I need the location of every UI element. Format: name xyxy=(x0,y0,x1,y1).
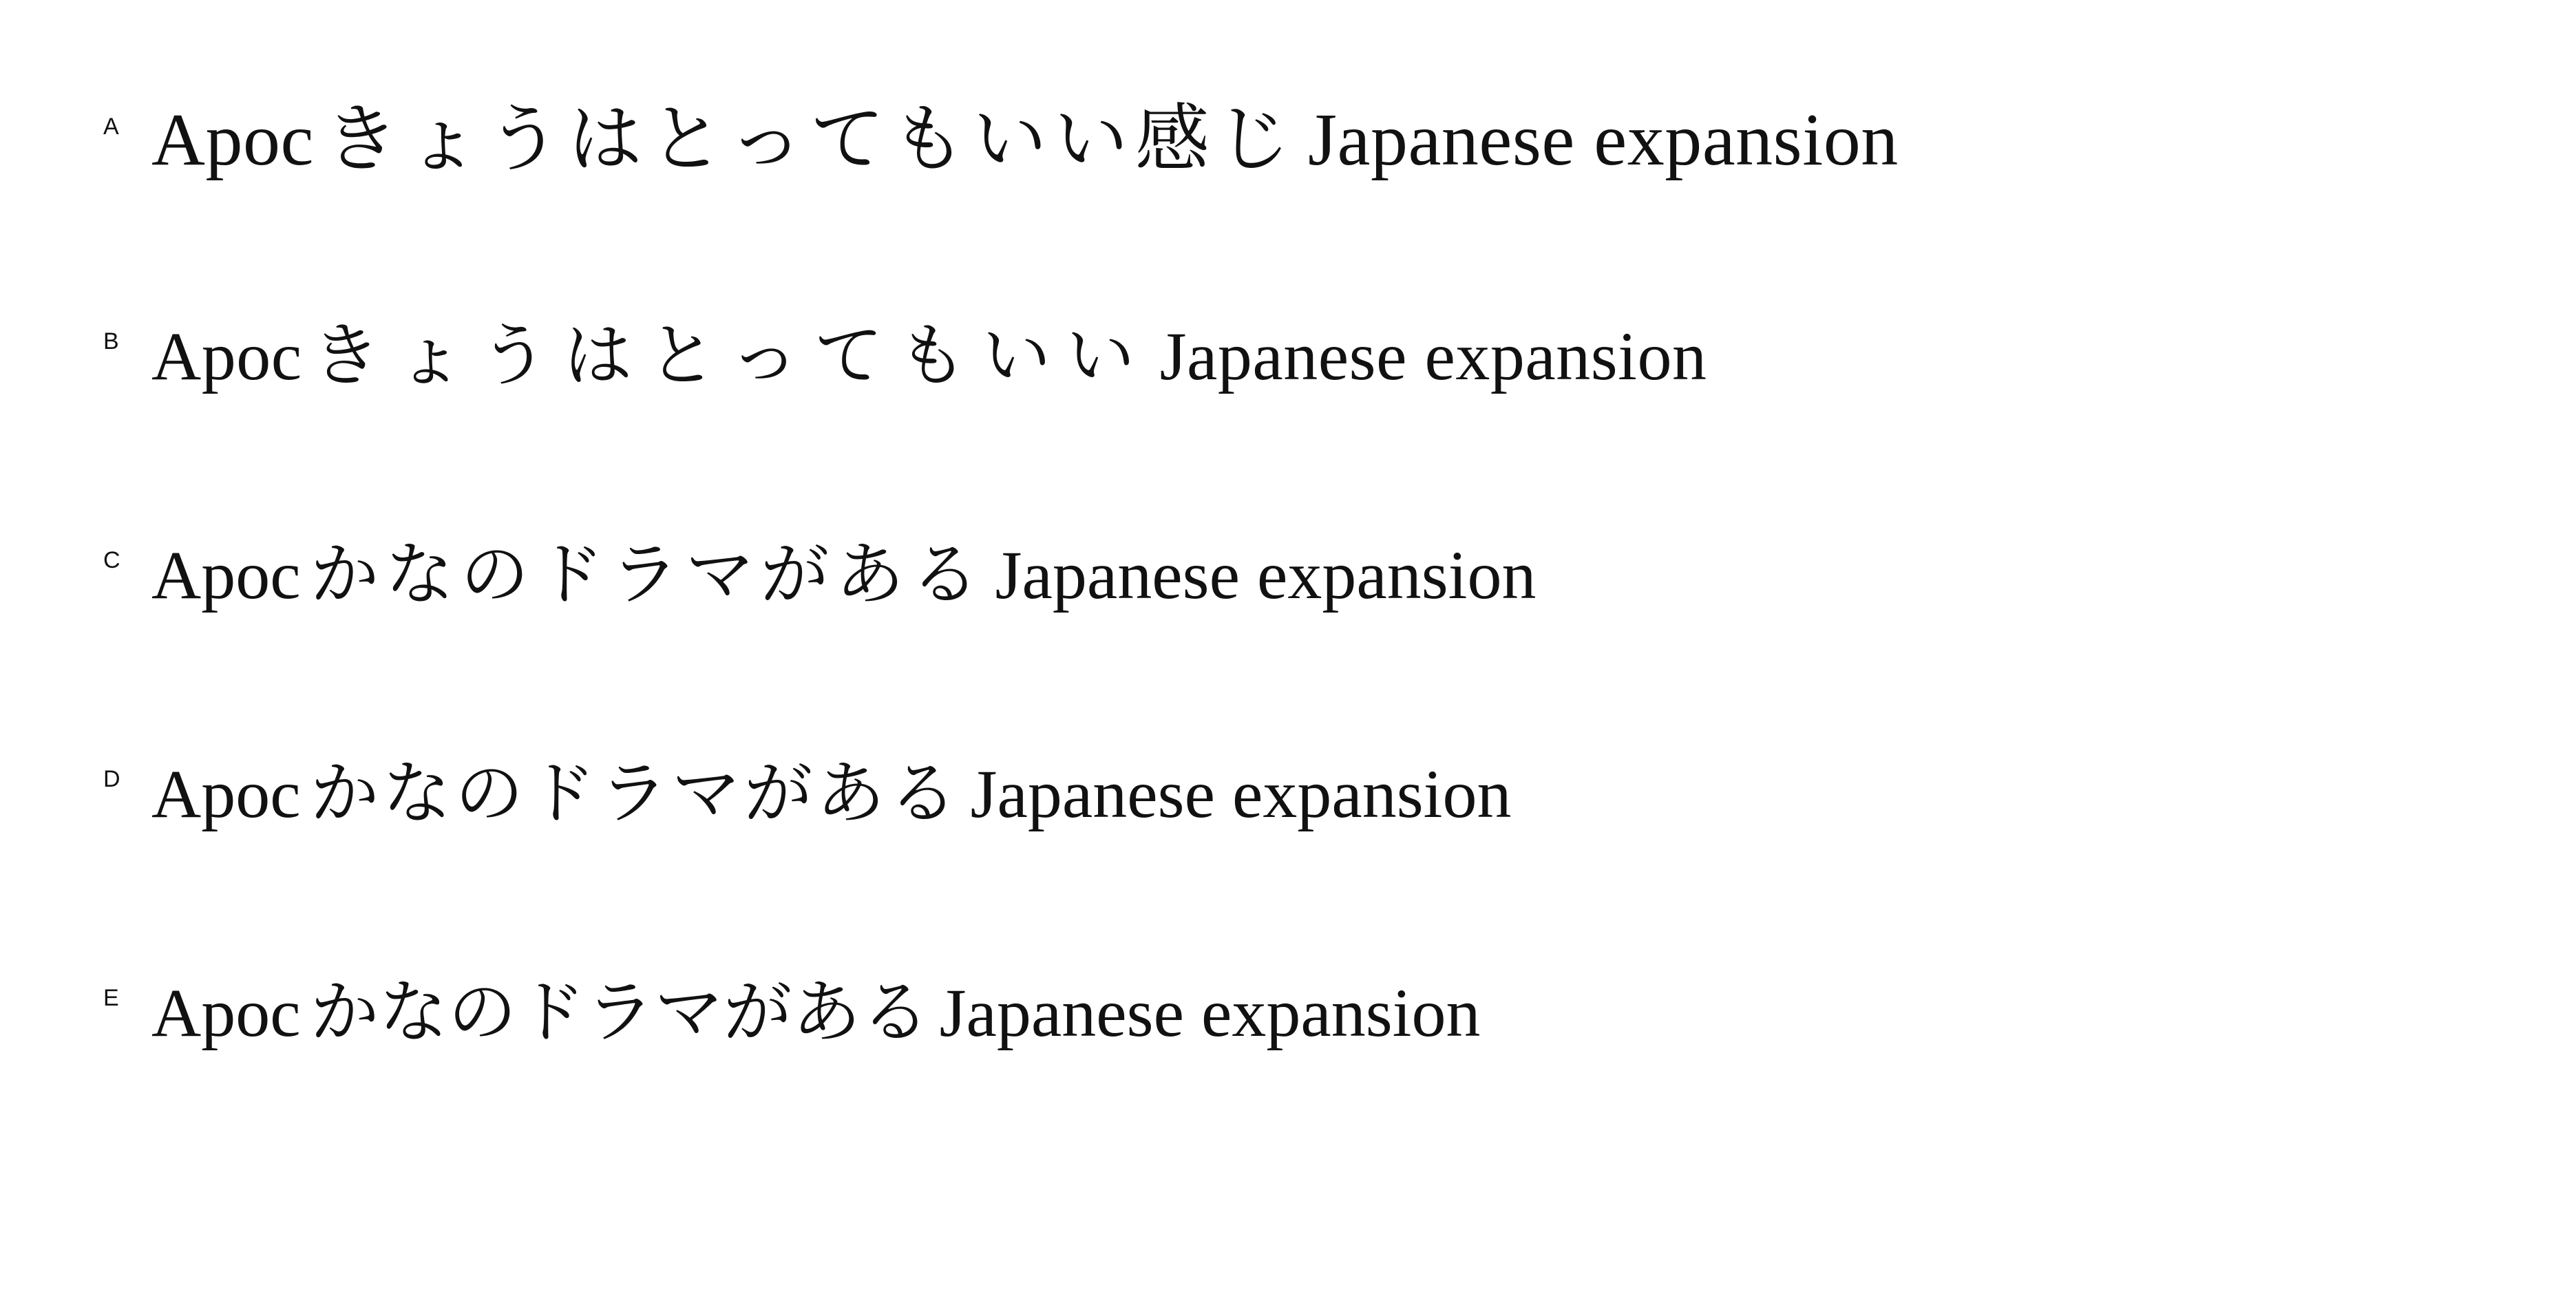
specimen-sample-c xyxy=(151,537,1537,613)
sample-latin-trail: Japanese expansion xyxy=(1159,318,1707,394)
specimen-row xyxy=(0,975,2576,1198)
sample-latin-lead: Apoc xyxy=(151,537,301,613)
specimen-row xyxy=(0,537,2576,760)
sample-latin-trail: Japanese expansion xyxy=(939,975,1481,1051)
row-label-b: B xyxy=(103,328,119,354)
sample-latin-trail: Japanese expansion xyxy=(970,756,1512,832)
specimen-row xyxy=(0,318,2576,541)
row-label-e: E xyxy=(103,985,119,1011)
row-label-a: A xyxy=(103,114,119,140)
sample-japanese: かなのドラマがある xyxy=(310,756,961,832)
sample-latin-lead: Apoc xyxy=(151,99,314,181)
sample-latin-lead: Apoc xyxy=(151,756,301,832)
row-label-c: C xyxy=(103,547,120,573)
sample-latin-trail: Japanese expansion xyxy=(995,537,1537,613)
specimen-sample-b xyxy=(151,318,1707,394)
sample-latin-trail: Japanese expansion xyxy=(1308,99,1899,181)
specimen-row xyxy=(0,99,2576,322)
specimen-sample-e xyxy=(151,975,1481,1051)
sample-japanese: きょうはとってもいい感じ xyxy=(324,99,1298,181)
sample-japanese: かなのドラマがある xyxy=(310,537,986,613)
sample-japanese: かなのドラマがある xyxy=(310,975,930,1051)
sample-latin-lead: Apoc xyxy=(151,318,302,394)
specimen-sample-d xyxy=(151,756,1512,832)
row-label-d: D xyxy=(103,766,120,792)
specimen-row xyxy=(0,756,2576,979)
sample-latin-lead: Apoc xyxy=(151,975,301,1051)
specimen-sample-a xyxy=(151,99,1899,181)
sample-japanese: きょうはとってもいい xyxy=(311,318,1150,394)
